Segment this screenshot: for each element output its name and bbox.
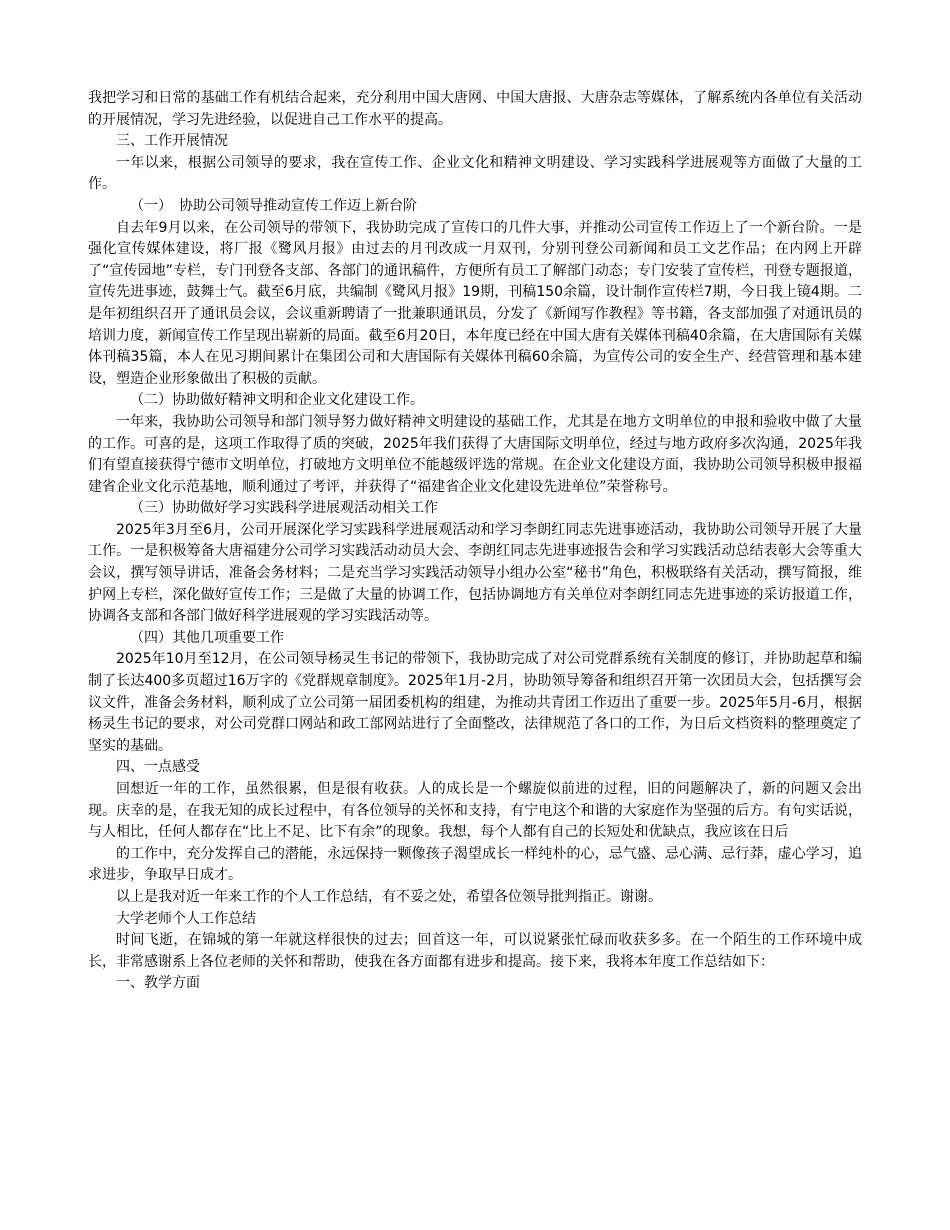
document-title-teacher: 大学老师个人工作总结: [116, 910, 256, 927]
section-heading-work: 三、工作开展情况: [116, 133, 228, 150]
paragraph-study: 2025年3月至6月，公司开展深化学习实践科学进展观活动和学习李朗红同志先进事迹活动，我协助公司领导开展了大量工作。一是积极筹备大唐福建分公司学习实践活动动员大会、李朗红同志先进事迹报告会和学习实践活动总结表彰大会等重大会议，撰写领导讲话，准备会务材料；二是充当学习实践活动领导小组办公室“秘书”角色，积极联络有关活动，撰写简报，维护网上专栏，深化做好宣传工作；三是做了大量的协调工作，包括协调地方有关单位对李朗红同志先进事迹的采访报道工作，协调各支部和各部门做好科学进展观的学习实践活动等。: [88, 521, 862, 625]
section-heading-teaching: 一、教学方面: [116, 975, 200, 992]
subheading-other: （四）其他几项重要工作: [130, 629, 284, 646]
document-page: [88, 88, 862, 995]
subheading-publicity: （一） 协助公司领导推动宣传工作迈上新台阶: [130, 197, 417, 214]
subheading-civilization: （二）协助做好精神文明和企业文化建设工作。: [130, 392, 424, 409]
paragraph-civilization: 一年来，我协助公司领导和部门领导努力做好精神文明建设的基础工作，尤其是在地方文明单位的申报和验收中做了大量的工作。可喜的是，这项工作取得了质的突破，2025年我们获得了大唐国际文明单位，经过与地方政府多次沟通，2025年我们有望直接获得宁德市文明单位，打破地方文明单位不能越级评选的常规。在企业文化建设方面，我协助公司领导积极申报福建省企业文化示范基地，顺利通过了考评，并获得了“福建省企业文化建设先进单位”荣誉称号。: [88, 413, 862, 495]
paragraph-closing: 以上是我对近一年来工作的个人工作总结，有不妥之处，希望各位领导批判指正。谢谢。: [116, 888, 662, 905]
section-heading-feelings: 四、一点感受: [116, 759, 200, 776]
paragraph-teacher-intro: 时间飞逝，在锦城的第一年就这样很快的过去；回首这一年，可以说紧张忙碌而收获多多。在一个陌生的工作环境中成长，非常感谢系上各位老师的关怀和帮助，使我在各方面都有进步和提高。接下来，我将本年度工作总结如下：: [88, 932, 862, 970]
paragraph-overview: 一年以来，根据公司领导的要求，我在宣传工作、企业文化和精神文明建设、学习实践科学进展观等方面做了大量的工作。: [88, 154, 862, 193]
paragraph-intro: 我把学习和日常的基础工作有机结合起来，充分利用中国大唐网、中国大唐报、大唐杂志等媒体，了解系统内各单位有关活动的开展情况，学习先进经验，以促进自己工作水平的提高。: [88, 90, 862, 128]
paragraph-feelings: 回想近一年的工作，虽然很累，但是很有收获。人的成长是一个螺旋似前进的过程，旧的问题解决了，新的问题又会出现。庆幸的是，在我无知的成长过程中，有各位领导的关怀和支持，有宁电这个和谐的大家庭作为坚强的后方。有句实话说，与人相比，任何人都存在“比上不足、比下有余”的现象。我想，每个人都有自己的长短处和优缺点，我应该在日后: [88, 781, 862, 841]
subheading-study: （三）协助做好学习实践科学进展观活动相关工作: [130, 500, 438, 517]
paragraph-publicity: 自去年9月以来，在公司领导的带领下，我协助完成了宣传口的几件大事，并推动公司宣传工作迈上了一个新台阶。一是强化宣传媒体建设，将厂报《鹭风月报》由过去的月刊改成一月双刊，分别刊登公司新闻和员工文艺作品；在内网上开辟了“宣传园地”专栏，专门刊登各支部、各部门的通讯稿件，方便所有员工了解部门动态；专门安装了宣传栏，刊登专题报道，宣传先进事迹，鼓舞士气。截至6月底，共编制《鹭风月报》19期，刊稿150余篇，设计制作宣传栏7期，今日我上镜4期。二是年初组织召开了通讯员会议，会议重新聘请了一批兼职通讯员，分发了《新闻写作教程》等书籍，各支部加强了对通讯员的培训力度，新闻宣传工作呈现出崭新的局面。截至6月20日，本年度已经在中国大唐有关媒体刊稿40余篇，在大唐国际有关媒体刊稿35篇，本人在见习期间累计在集团公司和大唐国际有关媒体刊稿60余篇，为宣传公司的安全生产、经营管理和基本建设，塑造企业形象做出了积极的贡献。: [88, 219, 862, 387]
paragraph-feelings-cont: 的工作中，充分发挥自己的潜能，永远保持一颗像孩子渴望成长一样纯朴的心，忌气盛、忌心满、忌行莽，虚心学习，追求进步，争取早日成才。: [88, 845, 862, 884]
paragraph-other: 2025年10月至12月，在公司领导杨灵生书记的带领下，我协助完成了对公司党群系统有关制度的修订，并协助起草和编制了长达400多页超过16万字的《党群规章制度》。2025年1月-2月，协助领导筹备和组织召开第一次团员大会，包括撰写会议文件，准备会务材料，顺利成了立公司第一届团委机构的组建，为推动共青团工作迈出了重要一步。2025年5月-6月，根据杨灵生书记的要求，对公司党群口网站和政工部网站进行了全面整改，法律规范了各口的工作，为日后文档资料的整理奠定了坚实的基础。: [88, 651, 862, 754]
